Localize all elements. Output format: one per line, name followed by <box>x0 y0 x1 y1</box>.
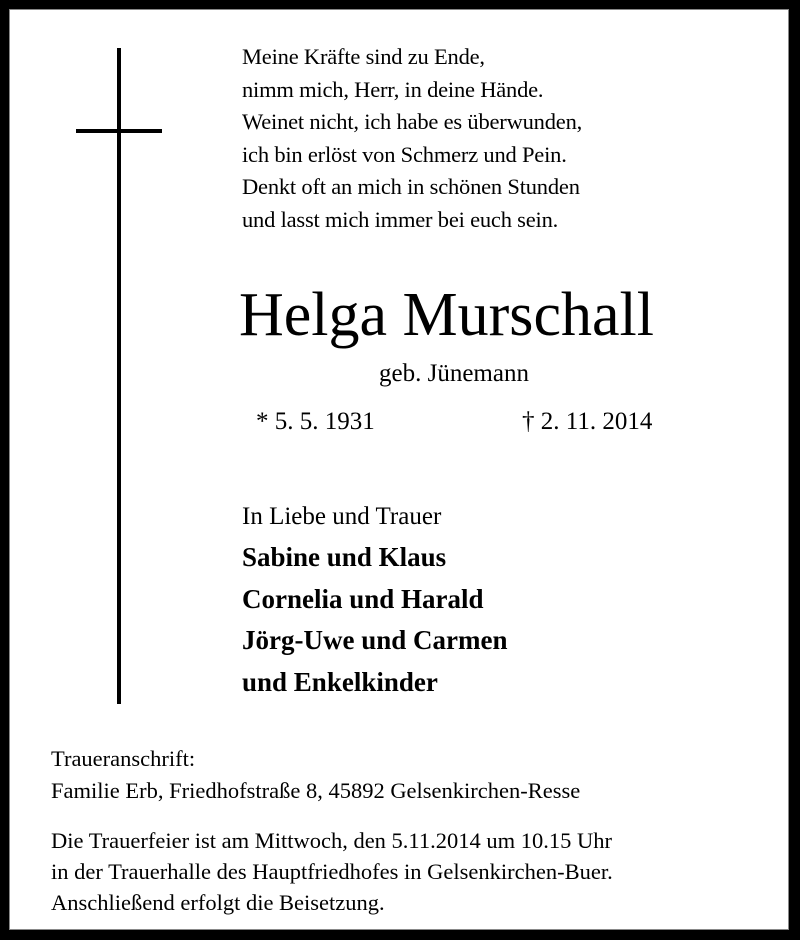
address-label: Traueranschrift: <box>51 746 196 771</box>
obituary-card <box>9 9 789 930</box>
mourner-family: Jörg-Uwe und Carmen <box>242 625 508 655</box>
mourning-address <box>51 743 580 807</box>
maiden-name: geb. Jünemann <box>379 360 529 387</box>
funeral-details <box>51 825 613 918</box>
ceremony-line: in der Trauerhalle des Hauptfriedhofes in Gelsenkirchen-Buer. <box>51 859 613 884</box>
verse-line: Weinet nicht, ich habe es überwunden, <box>242 109 583 134</box>
ceremony-line: Anschließend erfolgt die Beisetzung. <box>51 890 385 915</box>
death-date: † 2. 11. 2014 <box>522 408 653 435</box>
mourner-family: und Enkelkinder <box>242 666 438 697</box>
birth-date: * 5. 5. 1931 <box>256 408 375 435</box>
memorial-verse <box>242 41 582 236</box>
verse-line: ich bin erlöst von Schmerz und Pein. <box>242 141 567 167</box>
verse-line: Meine Kräfte sind zu Ende, <box>242 44 485 69</box>
verse-line: Denkt oft an mich in schönen Stunden <box>242 174 580 199</box>
mourner-family: Sabine und Klaus <box>242 542 447 572</box>
cross-vertical-bar <box>117 48 121 704</box>
cross-horizontal-bar <box>76 129 162 133</box>
ceremony-line: Die Trauerfeier ist am Mittwoch, den 5.11.2014 um 10.15 Uhr <box>51 828 612 853</box>
verse-line: nimm mich, Herr, in deine Hände. <box>242 76 544 102</box>
mourners-block <box>242 497 507 703</box>
deceased-name: Helga Murschall <box>239 281 654 349</box>
address-line: Familie Erb, Friedhofstraße 8, 45892 Gelsenkirchen-Resse <box>51 778 581 803</box>
mourner-family: Cornelia und Harald <box>242 583 484 614</box>
mourners-intro: In Liebe und Trauer <box>242 503 442 530</box>
verse-line: und lasst mich immer bei euch sein. <box>242 206 559 232</box>
